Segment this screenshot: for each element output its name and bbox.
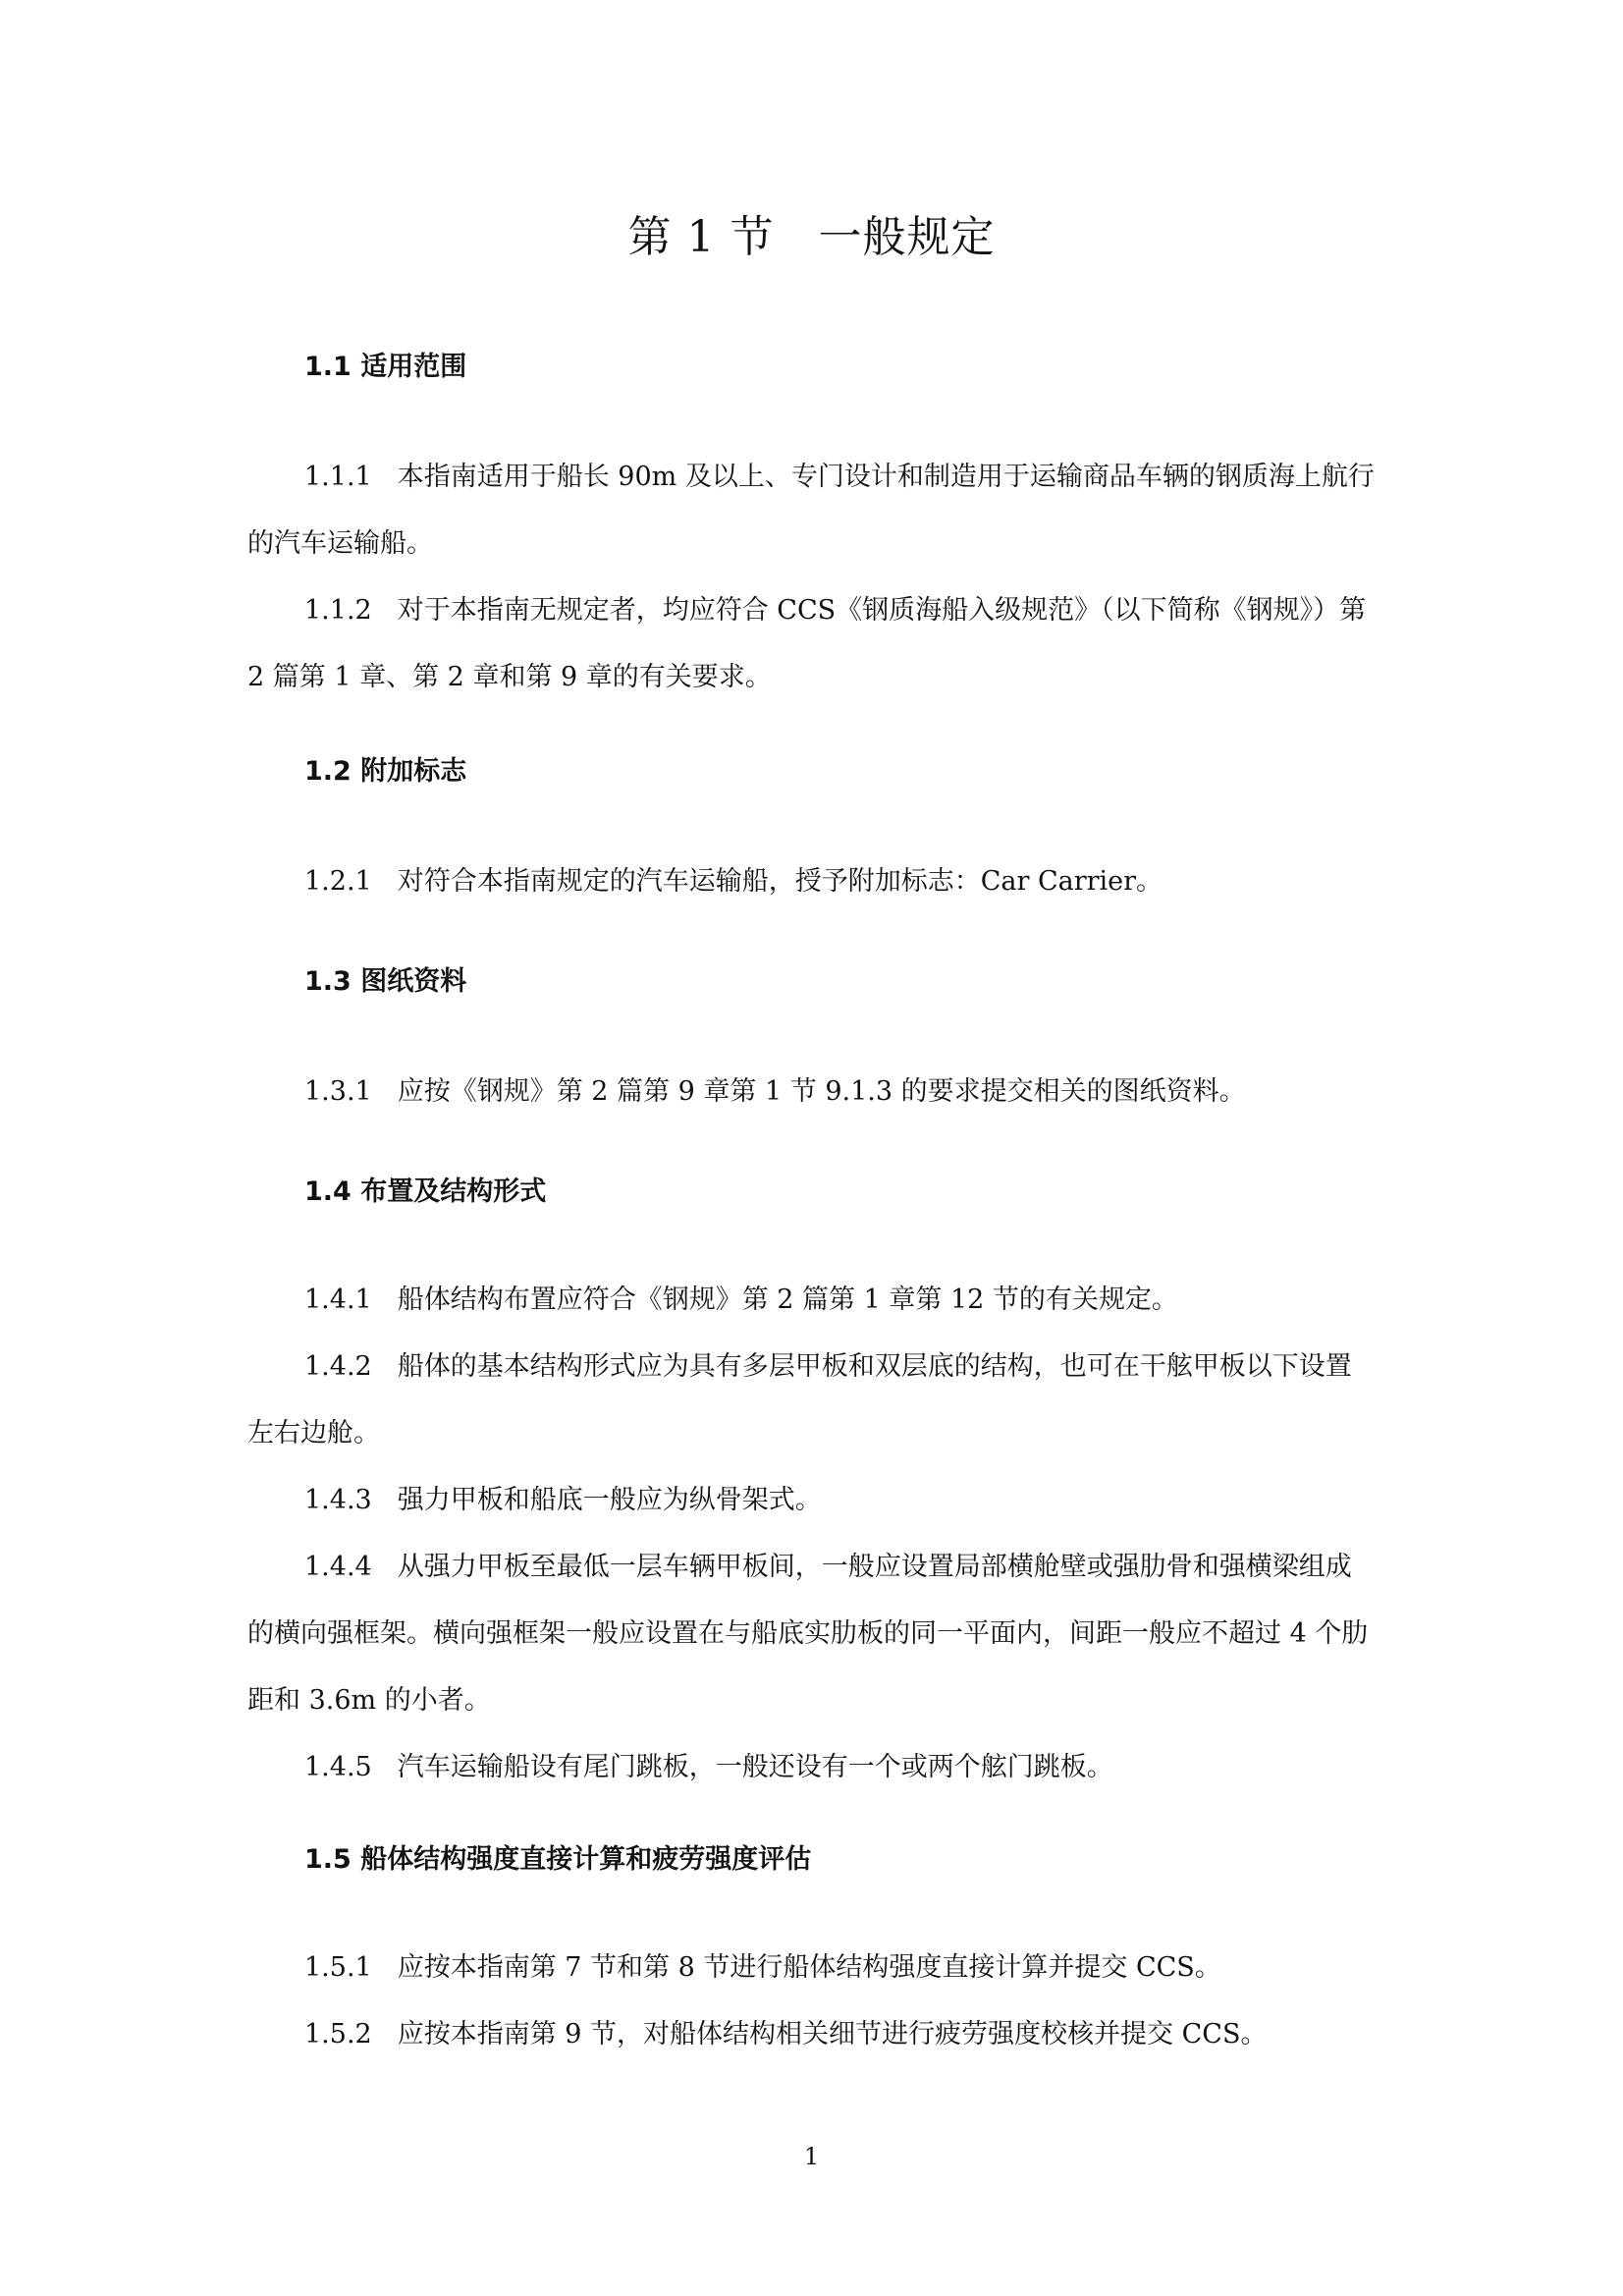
clause-number: 1.4.3 <box>304 1485 372 1515</box>
clause-text: 船体结构布置应符合《钢规》第 2 篇第 1 章第 12 节的有关规定。 <box>397 1285 1178 1315</box>
clause-number: 1.1.1 <box>304 462 372 492</box>
section-heading-1-5: 1.5 船体结构强度直接计算和疲劳强度评估 <box>304 1844 812 1875</box>
paragraph-1-1-2 <box>247 577 1377 711</box>
clause-number: 1.5.2 <box>304 2019 372 2050</box>
paragraph-1-4-2 <box>247 1334 1377 1467</box>
clause-number: 1.4.2 <box>304 1351 372 1382</box>
clause-text: 应按《钢规》第 2 篇第 9 章第 1 节 9.1.3 的要求提交相关的图纸资料。 <box>397 1076 1246 1107</box>
clause-text: 从强力甲板至最低一层车辆甲板间，一般应设置局部横舱壁或强肋骨和强横梁组成的横向强框架。横向强框架一般应设置在与船底实肋板的同一平面内，间距一般应不超过 4 个肋距和 3.6m 的小者。 <box>247 1552 1369 1716</box>
paragraph-1-5-1 <box>247 1935 1377 2001</box>
paragraph-1-4-5 <box>247 1734 1377 1801</box>
page-number: 1 <box>803 2143 820 2170</box>
clause-number: 1.4.4 <box>304 1552 372 1582</box>
paragraph-1-4-1 <box>247 1267 1377 1334</box>
clause-text: 应按本指南第 7 节和第 8 节进行船体结构强度直接计算并提交 CCS。 <box>397 1952 1221 1983</box>
clause-number: 1.4.5 <box>304 1752 372 1782</box>
paragraph-1-4-3 <box>247 1467 1377 1534</box>
section-heading-1-3: 1.3 图纸资料 <box>304 966 467 997</box>
paragraph-1-3-1 <box>247 1059 1377 1125</box>
page-title: 第 1 节 一般规定 <box>627 212 996 262</box>
paragraph-1-2-1 <box>247 848 1377 915</box>
section-heading-1-2: 1.2 附加标志 <box>304 756 467 787</box>
section-heading-1-1: 1.1 适用范围 <box>304 352 467 382</box>
clause-text: 汽车运输船设有尾门跳板，一般还设有一个或两个舷门跳板。 <box>397 1752 1113 1782</box>
clause-text: 强力甲板和船底一般应为纵骨架式。 <box>397 1485 822 1515</box>
clause-text: 船体的基本结构形式应为具有多层甲板和双层底的结构，也可在干舷甲板以下设置左右边舱。 <box>247 1351 1352 1449</box>
clause-number: 1.5.1 <box>304 1952 372 1983</box>
clause-number: 1.1.2 <box>304 595 372 626</box>
clause-text: 本指南适用于船长 90m 及以上、专门设计和制造用于运输商品车辆的钢质海上航行的汽车运输船。 <box>247 462 1375 559</box>
paragraph-1-5-2 <box>247 2001 1377 2068</box>
section-heading-1-4: 1.4 布置及结构形式 <box>304 1176 547 1207</box>
clause-text: 应按本指南第 9 节，对船体结构相关细节进行疲劳强度校核并提交 CCS。 <box>397 2019 1268 2050</box>
paragraph-1-4-4 <box>247 1534 1377 1734</box>
clause-text: 对符合本指南规定的汽车运输船，授予附加标志：Car Carrier。 <box>397 866 1163 897</box>
clause-text: 对于本指南无规定者，均应符合 CCS《钢质海船入级规范》（以下简称《钢规》）第 2 篇第 1 章、第 2 章和第 9 章的有关要求。 <box>247 595 1367 692</box>
paragraph-1-1-1 <box>247 444 1377 577</box>
clause-number: 1.3.1 <box>304 1076 372 1107</box>
clause-number: 1.4.1 <box>304 1285 372 1315</box>
clause-number: 1.2.1 <box>304 866 372 897</box>
